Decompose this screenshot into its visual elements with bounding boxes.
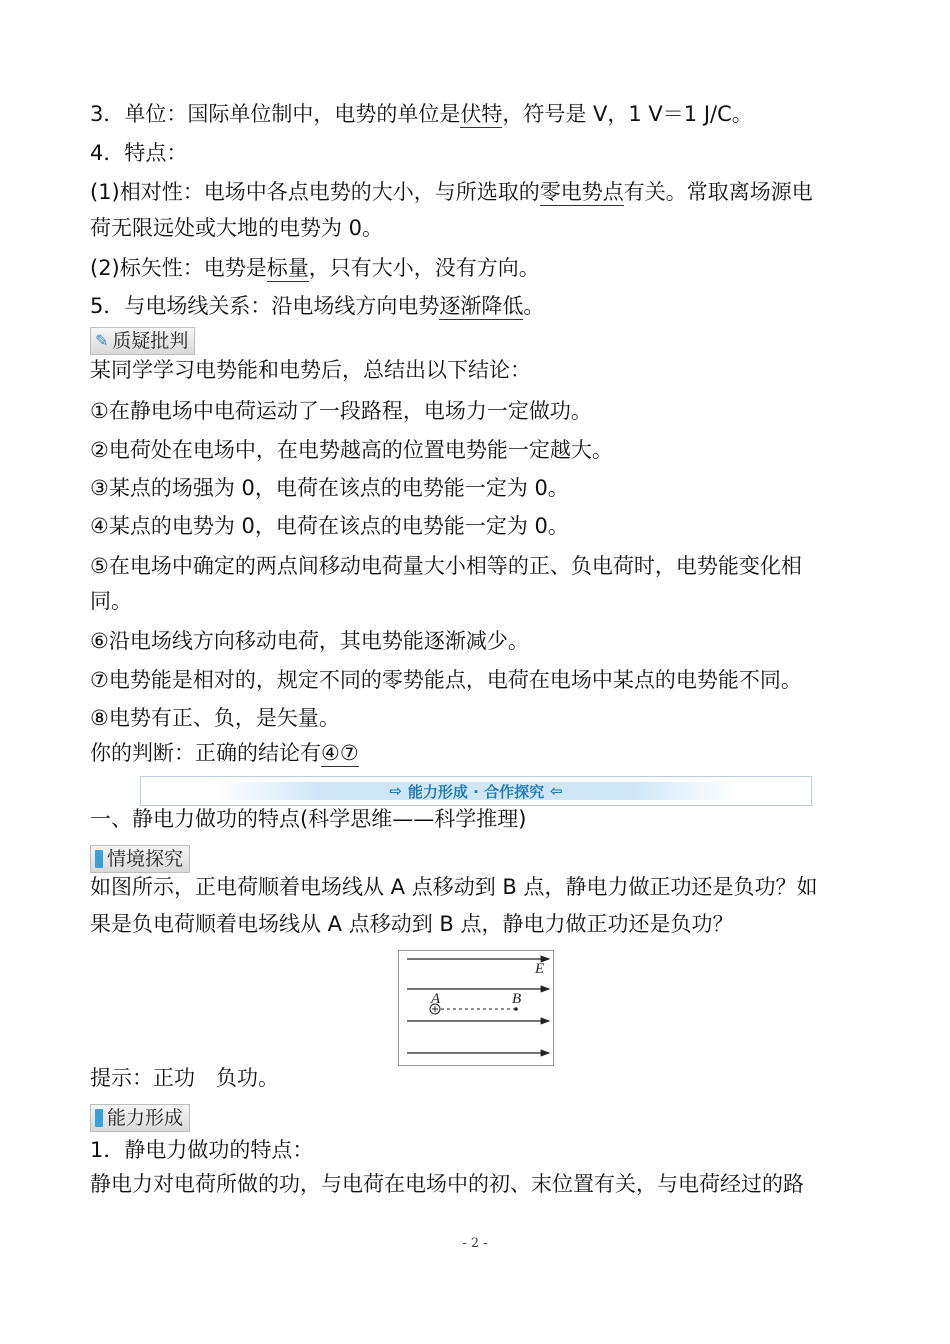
pen-icon: ✎ (95, 331, 109, 350)
judgement-line (90, 740, 359, 766)
conclusion-6: ⑥沿电场线方向移动电荷，其电势能逐渐减少。 (90, 629, 529, 653)
text: (1)相对性：电场中各点电势的大小，与所选取的 (90, 180, 540, 204)
section-banner (140, 776, 812, 806)
unit-line (90, 101, 753, 127)
bookmark-icon (95, 1109, 103, 1127)
tag-label: 质疑批判 (112, 330, 189, 352)
answer-underlined: 逐渐降低 (439, 294, 524, 318)
relativity-line-2: 荷无限远处或大地的电势为 0。 (90, 216, 384, 240)
conclusion-2: ②电荷处在电场中，在电势越高的位置电势能一定越大。 (90, 438, 613, 462)
text: (2)标矢性：电势是 (90, 256, 267, 280)
tag-label: 能力形成 (107, 1107, 184, 1129)
scenario-tag (90, 845, 190, 873)
conclusion-3: ③某点的场强为 0，电荷在该点的电势能一定为 0。 (90, 476, 569, 500)
page-number: - 2 - (462, 1236, 488, 1251)
conclusion-5: ⑤在电场中确定的两点间移动电荷量大小相等的正、负电荷时，电势能变化相 (90, 554, 802, 578)
scenario-question-1: 如图所示，正电荷顺着电场线从 A 点移动到 B 点，静电力做正功还是负功？如 (90, 875, 818, 899)
tag-label: 情境探究 (107, 848, 184, 870)
features-heading: 4．特点： (90, 141, 188, 165)
scalar-line (90, 255, 540, 281)
conclusion-8: ⑧电势有正、负，是矢量。 (90, 706, 340, 730)
conclusion-5-cont: 同。 (90, 589, 132, 613)
conclusion-4: ④某点的电势为 0，电荷在该点的电势能一定为 0。 (90, 514, 569, 538)
conclusion-7: ⑦电势能是相对的，规定不同的零势能点，电荷在电场中某点的电势能不同。 (90, 668, 802, 692)
scenario-question-2: 果是负电荷顺着电场线从 A 点移动到 B 点，静电力做正功还是负功？ (90, 912, 734, 936)
text: 3．单位：国际单位制中，电势的单位是 (90, 102, 461, 126)
conclusion-1: ①在静电场中电荷运动了一段路程，电场力一定做功。 (90, 399, 592, 423)
label-b: B (512, 991, 522, 1007)
text: ，符号是 V，1 V＝1 J/C。 (502, 102, 753, 126)
answer-underlined: 零电势点 (539, 180, 624, 204)
field-line-relation (90, 293, 544, 319)
ability-tag (90, 1104, 190, 1132)
text: 。 (523, 294, 545, 318)
arrow-left-icon: ⇦ (550, 782, 563, 800)
text: ，只有大小，没有方向。 (308, 256, 540, 280)
text: 有关。常取离场源电 (623, 180, 813, 204)
ability-text: 静电力对电荷所做的功，与电荷在电场中的初、末位置有关，与电荷经过的路 (90, 1172, 804, 1196)
answer-underlined: 伏特 (460, 102, 503, 126)
bookmark-icon (95, 850, 103, 868)
hint-line: 提示：正功 负功。 (90, 1066, 279, 1090)
relativity-line (90, 179, 813, 205)
ability-heading: 1．静电力做功的特点： (90, 1138, 314, 1162)
banner-bar (216, 782, 736, 800)
section-heading: 一、静电力做功的特点(科学思维——科学推理) (90, 807, 527, 831)
critique-tag (90, 327, 195, 355)
field-lines-diagram (399, 951, 553, 1065)
answer-underlined: ④⑦ (321, 741, 359, 765)
arrow-right-icon: ⇨ (389, 782, 402, 800)
text: 5．与电场线关系：沿电场线方向电势 (90, 294, 440, 318)
text: 你的判断：正确的结论有 (90, 741, 321, 765)
electric-field-figure (398, 950, 554, 1066)
label-e: E (535, 961, 545, 977)
critique-intro: 某同学学习电势能和电势后，总结出以下结论： (90, 358, 531, 382)
banner-title: 能力形成 · 合作探究 (407, 782, 545, 801)
point-b (514, 1007, 518, 1011)
label-a: A (431, 991, 441, 1007)
answer-underlined: 标量 (266, 256, 309, 280)
